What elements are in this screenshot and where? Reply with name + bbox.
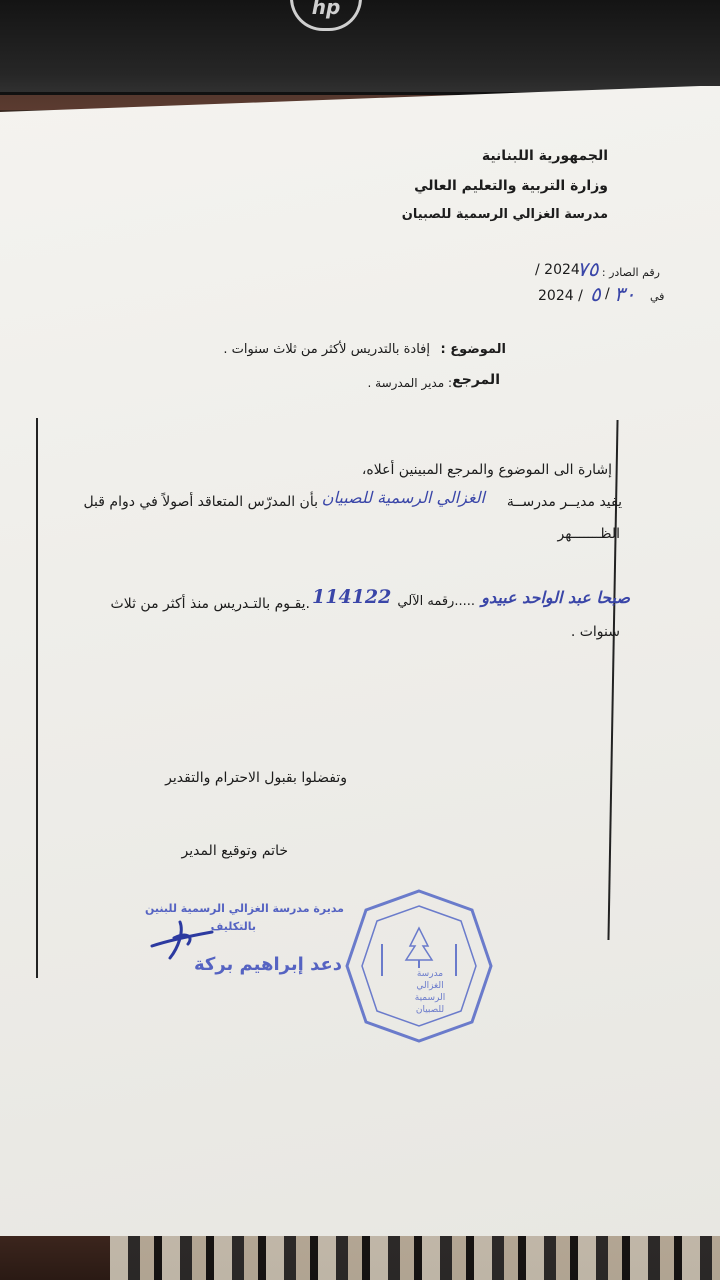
body-line-4-end: .يقـوم بالتـدريس منذ أكثر من ثلاث <box>110 596 310 612</box>
reference-text: : مدير المدرسة . <box>367 376 452 390</box>
body-line-1: إشارة الى الموضوع والمرجع المبينين أعلاه، <box>361 462 612 478</box>
reference-label: المرجع <box>452 372 500 388</box>
left-margin-line <box>36 418 38 978</box>
issue-year: / 2024 <box>535 262 580 278</box>
principal-subtitle: بالتكليف <box>210 920 256 933</box>
body-line-5: سنوات . <box>570 624 620 640</box>
body-line-2-start: يفيد مديــر مدرســة <box>506 494 622 510</box>
header-school: مدرسة الغزالي الرسمية للصبيان <box>401 207 608 222</box>
official-stamp-icon <box>344 888 494 1044</box>
principal-title: مديرة مدرسة الغزالي الرسمية للبنين <box>144 902 344 915</box>
body-line-2-school-handwritten: الغزالي الرسمية للصبيان <box>321 488 485 507</box>
signature-label: خاتم وتوقيع المدير <box>181 843 288 859</box>
date-day: ٣٠ <box>614 282 636 306</box>
closing-thanks: وتفضلوا بقبول الاحترام والتقدير <box>165 770 347 786</box>
date-label: في <box>650 290 665 303</box>
date-year: 2024 / <box>538 288 583 304</box>
subject-label: الموضوع : <box>440 342 506 357</box>
issue-number: ٧٥ <box>577 257 599 281</box>
header-republic: الجمهورية اللبنانية <box>481 148 608 164</box>
laptop-lid <box>0 0 720 95</box>
header-ministry: وزارة التربية والتعليم العالي <box>414 178 608 194</box>
teacher-id-number: 114122 <box>312 586 392 608</box>
body-line-4-mid: .....رقمه الآلي <box>397 594 475 609</box>
body-line-2-end: بأن المدرّس المتعاقد أصولاً في دوام قبل <box>83 494 318 510</box>
issue-label: رقم الصادر : <box>601 266 660 279</box>
rug <box>110 1232 720 1280</box>
subject-text: إفادة بالتدريس لأكثر من ثلاث سنوات . <box>223 342 430 357</box>
date-month: ٥ <box>590 282 601 306</box>
teacher-name-handwritten: صبحا عبد الواحد عبيدو <box>481 588 630 607</box>
stamp-center-text: مدرسة الغزالي الرسمية للصبيان <box>414 969 446 1015</box>
principal-name: دعد إبراهيم بركة <box>193 954 342 975</box>
body-line-3: الظـــــــهر <box>557 526 620 542</box>
hp-logo: hp <box>290 0 362 31</box>
